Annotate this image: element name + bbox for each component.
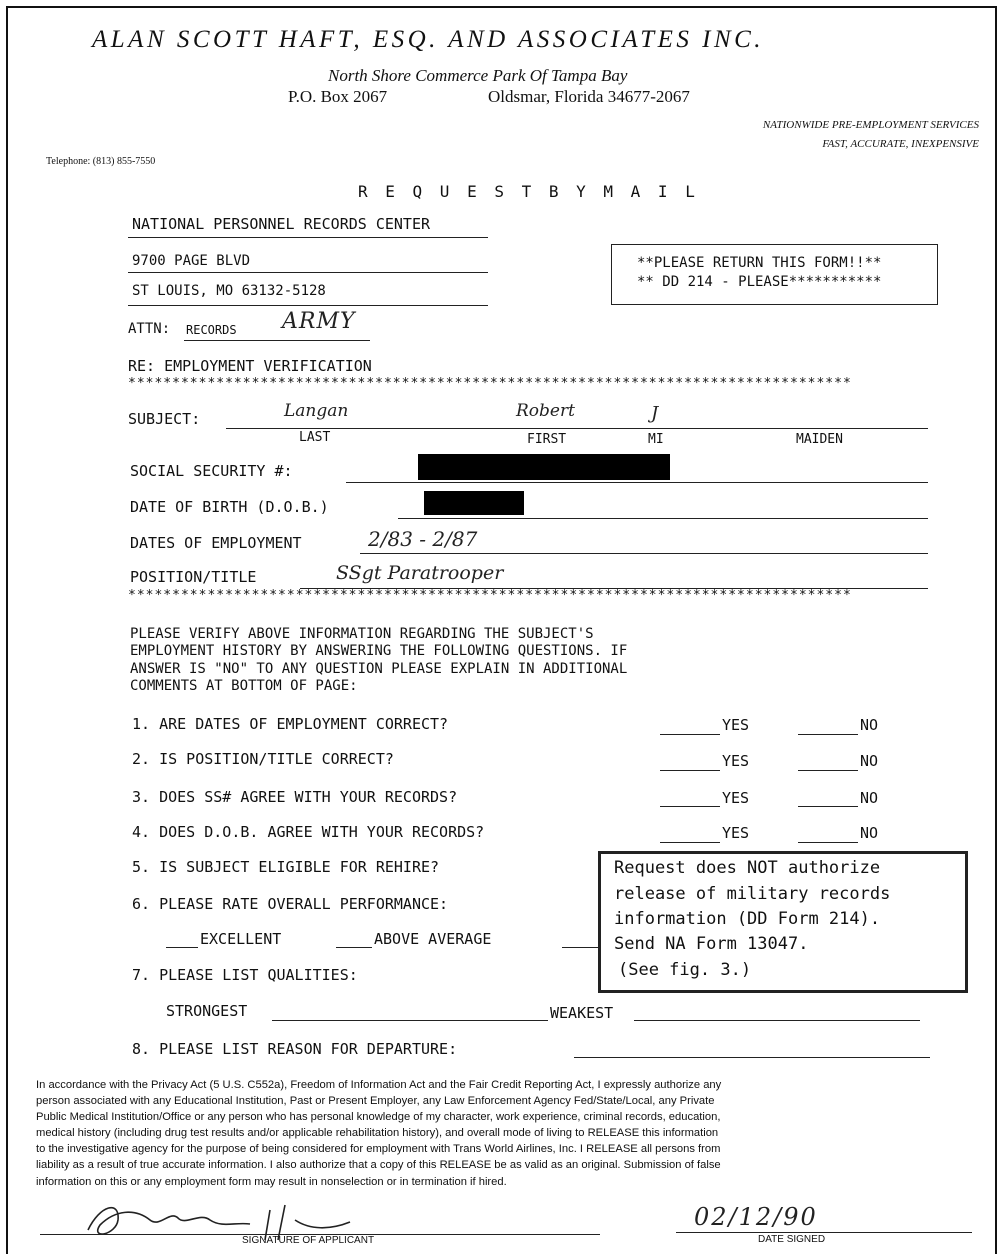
mi-label: MI [648,432,664,447]
tagline-2: FAST, ACCURATE, INEXPENSIVE [822,138,979,150]
stars-divider-1: ********************************************************************************** [128,376,852,391]
subject-rule [226,428,928,429]
ssn-label: SOCIAL SECURITY #: [130,462,293,480]
q2-yes-label: YES [722,752,750,770]
dob-redaction [424,491,524,515]
form-title: R E Q U E S T B Y M A I L [358,182,699,201]
subject-mi-value: J [651,403,659,424]
attn-typed: RECORDS [186,323,237,337]
q4-yes-label: YES [722,824,750,842]
q2-no-label: NO [860,752,879,770]
q3-no-blank[interactable] [798,806,858,807]
question-6: 6. PLEASE RATE OVERALL PERFORMANCE: [132,895,449,913]
q7-strongest-label: STRONGEST [166,1002,248,1020]
question-8: 8. PLEASE LIST REASON FOR DEPARTURE: [132,1040,458,1058]
ssn-rule [346,482,928,483]
legal-line-5: to the investigative agency for the purpose of being considered for employment with Trans World Airlines, Inc. I RELEASE all persons from [36,1143,721,1155]
q8-rule[interactable] [574,1057,930,1058]
q3-no-label: NO [860,789,879,807]
doe-value: 2/83 - 2/87 [368,527,478,551]
attn-rule [184,340,370,341]
recipient-line-3: ST LOUIS, MO 63132-5128 [132,283,326,299]
q2-yes-blank[interactable] [660,770,720,771]
first-label: FIRST [527,432,567,447]
q7-weakest-rule[interactable] [634,1020,920,1021]
city-state: Oldsmar, Florida 34677-2067 [488,87,690,106]
address-line: North Shore Commerce Park Of Tampa Bay [328,66,628,85]
question-2: 2. IS POSITION/TITLE CORRECT? [132,750,394,768]
note-line-4: Send NA Form 13047. [614,934,809,954]
q1-no-label: NO [860,716,879,734]
instructions-line-2: EMPLOYMENT HISTORY BY ANSWERING THE FOLLOWING QUESTIONS. IF [130,643,628,659]
position-value: SSgt Paratrooper [336,562,504,584]
q6-excellent-blank[interactable] [166,947,198,948]
ssn-redaction [418,454,670,480]
question-3: 3. DOES SS# AGREE WITH YOUR RECORDS? [132,788,458,806]
legal-line-4: medical history (including drug test results and/or applicable rehabilitation history), and overall mode of living to RELEASE this information [36,1127,719,1139]
doe-rule [360,553,928,554]
note-line-1: Request does NOT authorize [614,858,881,878]
q6-average-blank[interactable] [562,947,598,948]
q1-no-blank[interactable] [798,734,858,735]
position-label: POSITION/TITLE [130,568,257,586]
recipient-line-1: NATIONAL PERSONNEL RECORDS CENTER [132,215,431,233]
subject-last-value: Langan [284,401,349,421]
recipient-rule-3 [128,305,488,306]
q2-no-blank[interactable] [798,770,858,771]
maiden-label: MAIDEN [796,432,843,447]
q1-yes-blank[interactable] [660,734,720,735]
signature-label: SIGNATURE OF APPLICANT [242,1235,375,1246]
company-name: ALAN SCOTT HAFT, ESQ. AND ASSOCIATES INC. [92,26,765,53]
note-line-5: (See fig. 3.) [618,960,752,980]
question-4: 4. DOES D.O.B. AGREE WITH YOUR RECORDS? [132,823,485,841]
attn-handwritten: ARMY [282,309,356,334]
q4-no-blank[interactable] [798,842,858,843]
telephone: Telephone: (813) 855-7550 [46,156,156,167]
legal-line-3: Public Medical Institution/Office or any person who has personal knowledge of my character, work experience, criminal records, education, [36,1111,721,1123]
date-signed-value: 02/12/90 [694,1203,818,1231]
date-rule [676,1232,972,1233]
q6-excellent-label: EXCELLENT [200,930,282,948]
recipient-rule-1 [128,237,488,238]
doe-label: DATES OF EMPLOYMENT [130,534,302,552]
date-signed-label: DATE SIGNED [758,1234,826,1245]
q1-yes-label: YES [722,716,750,734]
dob-label: DATE OF BIRTH (D.O.B.) [130,498,329,516]
note-line-2: release of military records [614,884,891,904]
q6-above-label: ABOVE AVERAGE [374,930,492,948]
legal-line-6: liability as a result of true accurate information. I also authorize that a copy of this RELEASE be as valid as an original. Submission of false [36,1159,721,1171]
attn-label: ATTN: [128,321,171,337]
note-line-3: information (DD Form 214). [614,909,881,929]
q6-above-blank[interactable] [336,947,372,948]
subject-first-value: Robert [516,401,575,421]
q4-yes-blank[interactable] [660,842,720,843]
po-box: P.O. Box 2067 [288,87,388,106]
return-box-line-2: ** DD 214 - PLEASE*********** [637,274,882,290]
dob-rule [398,518,928,519]
re-line: RE: EMPLOYMENT VERIFICATION [128,357,372,375]
q4-no-label: NO [860,824,879,842]
question-7: 7. PLEASE LIST QUALITIES: [132,966,358,984]
q7-strongest-rule[interactable] [272,1020,548,1021]
recipient-rule-2 [128,272,488,273]
q7-weakest-label: WEAKEST [550,1004,614,1022]
return-box-line-1: **PLEASE RETURN THIS FORM!!** [637,255,882,271]
legal-line-1: In accordance with the Privacy Act (5 U.S. C552a), Freedom of Information Act and the Fair Credit Reporting Act, I expressly authorize any [36,1079,722,1091]
instructions-line-3: ANSWER IS "NO" TO ANY QUESTION PLEASE EXPLAIN IN ADDITIONAL [130,661,628,677]
q3-yes-label: YES [722,789,750,807]
legal-line-2: person associated with any Educational Institution, Past or Present Employer, any Law Enforcement Agency Fed/State/Local, any Private [36,1095,715,1107]
question-5: 5. IS SUBJECT ELIGIBLE FOR REHIRE? [132,858,440,876]
instructions-line-4: COMMENTS AT BOTTOM OF PAGE: [130,678,358,694]
q3-yes-blank[interactable] [660,806,720,807]
stars-divider-2: ********************************************************************************** [128,588,852,603]
legal-line-7: information on this or any employment form may result in nonselection or in termination if hired. [36,1176,507,1188]
subject-label: SUBJECT: [128,410,201,428]
recipient-line-2: 9700 PAGE BLVD [132,253,251,269]
last-label: LAST [299,430,331,445]
instructions-line-1: PLEASE VERIFY ABOVE INFORMATION REGARDING THE SUBJECT'S [130,626,594,642]
question-1: 1. ARE DATES OF EMPLOYMENT CORRECT? [132,715,449,733]
tagline-1: NATIONWIDE PRE-EMPLOYMENT SERVICES [762,119,979,131]
